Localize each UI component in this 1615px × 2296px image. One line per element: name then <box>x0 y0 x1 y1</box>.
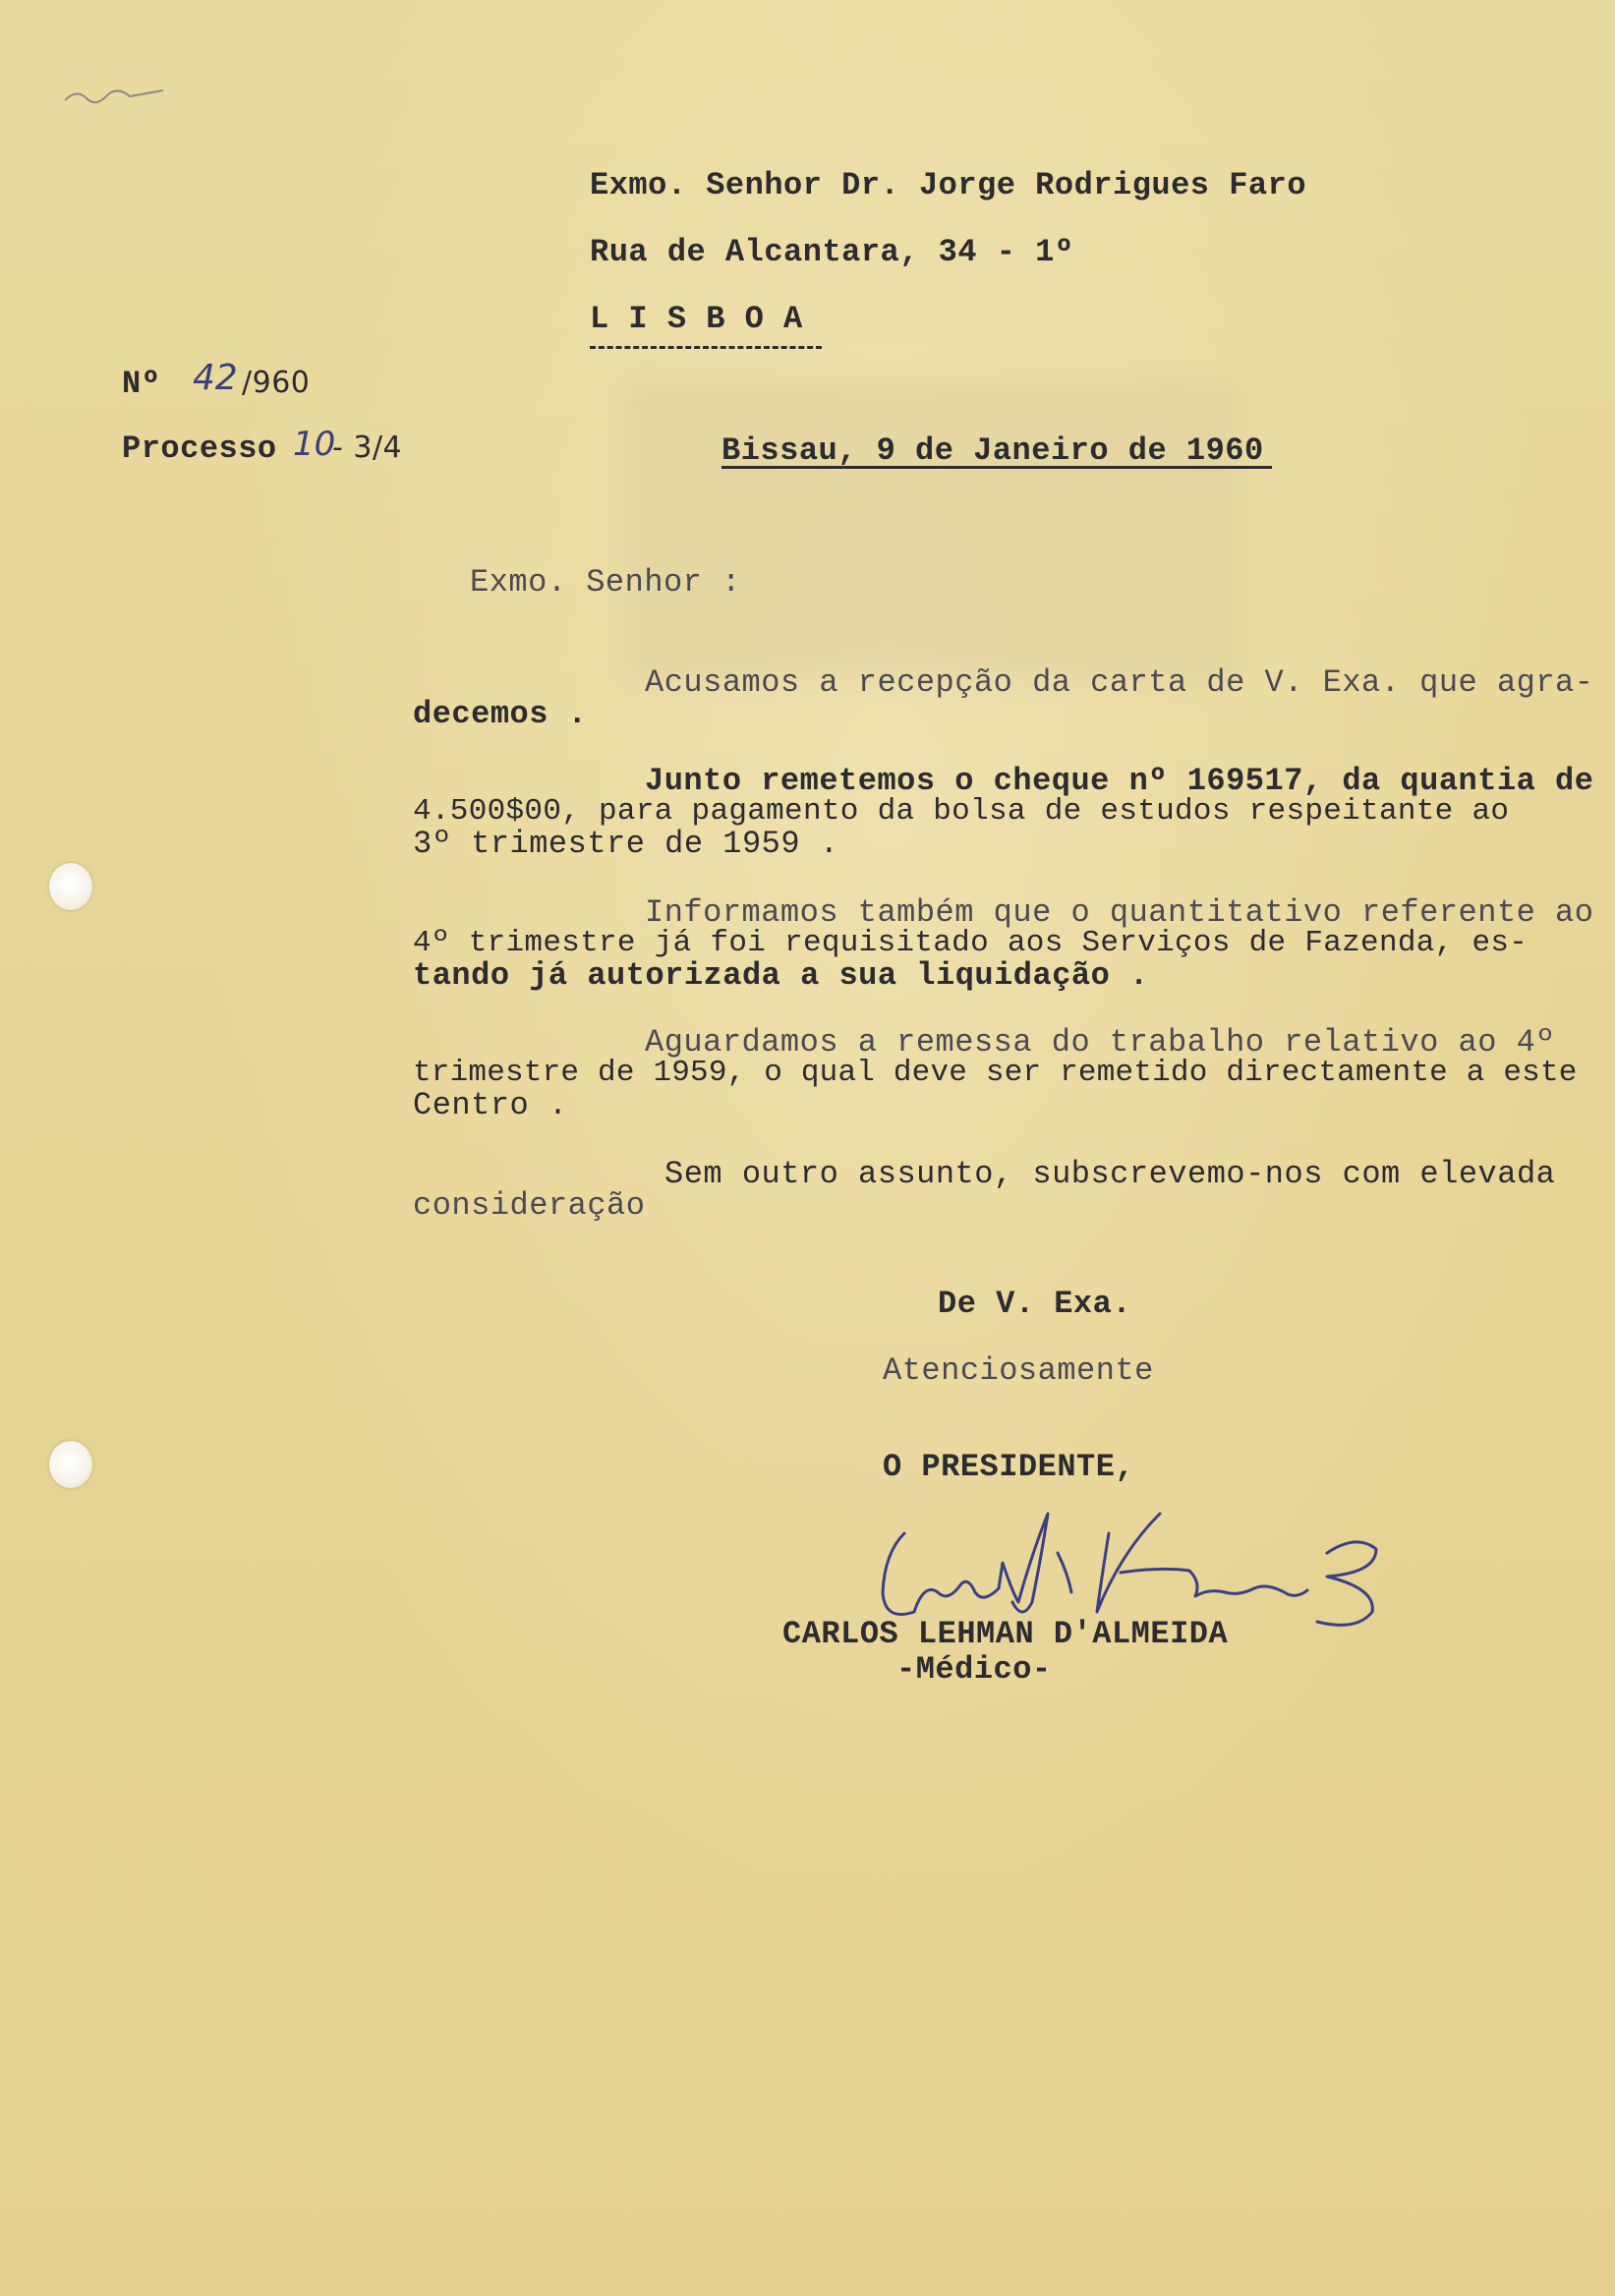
paragraph-1-line-1: Acusamos a recepção da carta de V. Exa. que agra- <box>645 664 1594 701</box>
paragraph-2-line-2: 4.500$00, para pagamento da bolsa de estudos respeitante ao <box>413 794 1510 829</box>
paragraph-3-line-2: 4º trimestre já foi requisitado aos Serviços de Fazenda, es- <box>413 926 1528 960</box>
paragraph-3-line-3: tando já autorizada a sua liquidação . <box>413 957 1149 994</box>
closing-title: O PRESIDENTE, <box>883 1449 1135 1485</box>
signatory-name: CARLOS LEHMAN D'ALMEIDA <box>782 1616 1229 1652</box>
paragraph-4-line-2: trimestre de 1959, o qual deve ser remetido directamente a este <box>413 1056 1578 1090</box>
paragraph-5-line-2: consideração <box>413 1187 646 1224</box>
signatory-role: -Médico- <box>896 1651 1052 1688</box>
paper-stain <box>629 383 1239 678</box>
addressee-line: Exmo. Senhor Dr. Jorge Rodrigues Faro <box>590 167 1307 203</box>
process-handwritten: 10 <box>293 425 336 464</box>
city-line: L I S B O A <box>590 301 803 337</box>
process-label: Processo <box>122 430 277 467</box>
paragraph-3-line-1: Informamos também que o quantitativo referente ao <box>645 894 1594 931</box>
paragraph-4-line-1: Aguardamos a remessa do trabalho relativo ao 4º <box>645 1024 1556 1061</box>
closing-line-2: Atenciosamente <box>883 1352 1154 1389</box>
paragraph-4-line-3: Centro . <box>413 1087 568 1123</box>
number-suffix: /960 <box>242 366 311 400</box>
paragraph-2-line-3: 3º trimestre de 1959 . <box>413 826 839 862</box>
punch-hole-lower <box>49 1441 92 1488</box>
salutation: Exmo. Senhor : <box>470 564 741 601</box>
paragraph-5-line-1: Sem outro assunto, subscrevemo-nos com elevada <box>664 1156 1556 1192</box>
number-prefix: Nº <box>122 366 161 402</box>
closing-line-1: De V. Exa. <box>938 1286 1132 1322</box>
process-value: - 3/4 <box>332 430 403 465</box>
number-handwritten: 42 <box>193 358 238 398</box>
date-underline <box>721 466 1272 469</box>
paragraph-1-line-2: decemos . <box>413 696 588 732</box>
date-line: Bissau, 9 de Janeiro de 1960 <box>721 432 1264 469</box>
paragraph-2-line-1: Junto remetemos o cheque nº 169517, da quantia de <box>645 763 1594 799</box>
punch-hole-upper <box>49 863 92 910</box>
street-line: Rua de Alcantara, 34 - 1º <box>590 234 1074 270</box>
corner-pencil-mark <box>61 71 169 110</box>
city-underline <box>590 346 822 349</box>
